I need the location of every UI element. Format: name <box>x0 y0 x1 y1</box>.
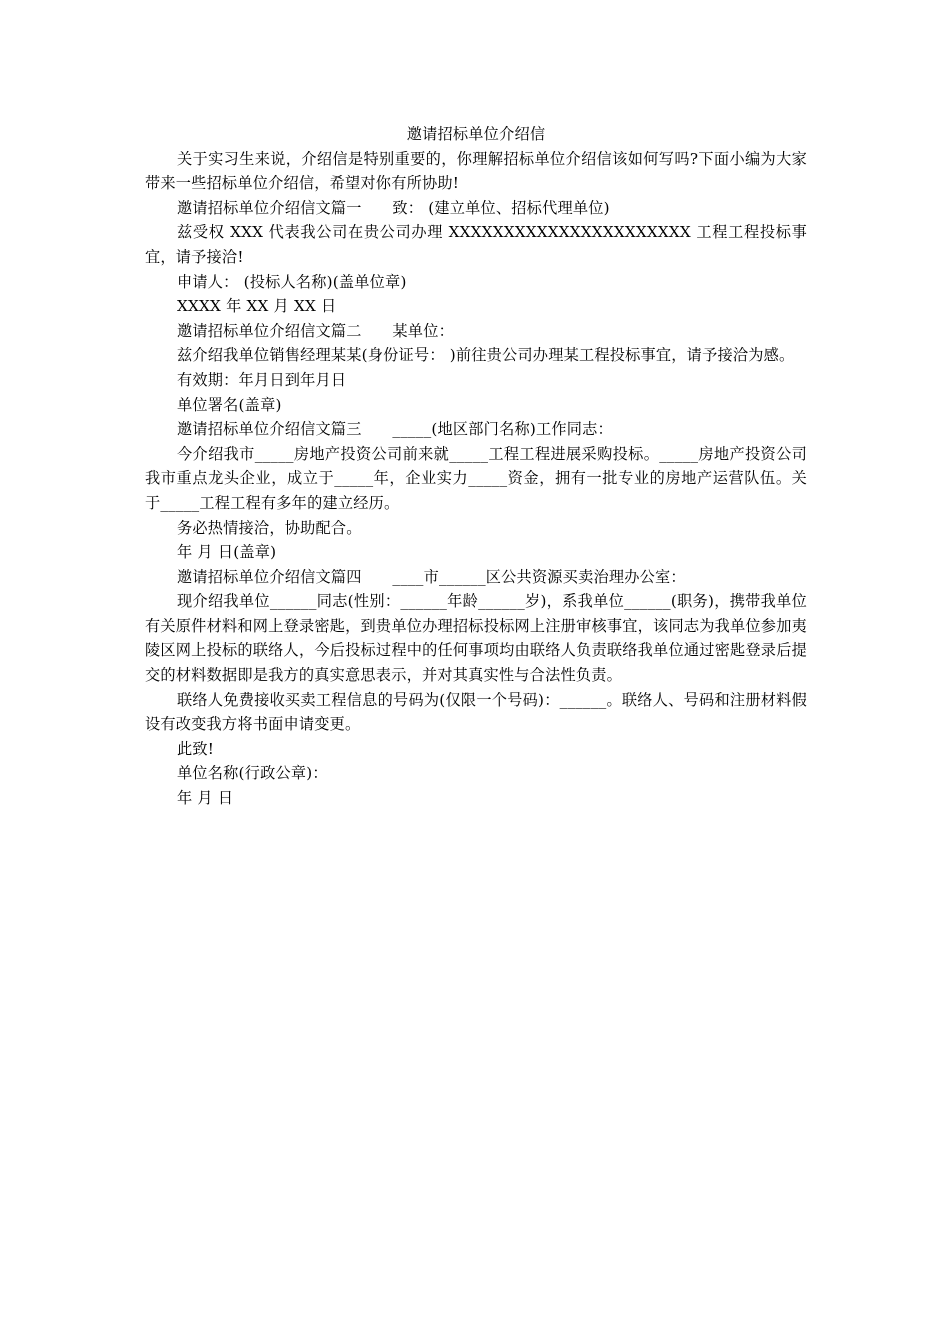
document-page <box>145 122 807 811</box>
letter-two-heading: 邀请招标单位介绍信文篇二 某单位： <box>177 321 454 340</box>
letter-four-salutation: 此致! <box>177 739 215 758</box>
letter-two-body: 兹介绍我单位销售经理某某(身份证号： )前往贵公司办理某工程投标事宜，请予接洽为感。 <box>177 346 795 365</box>
letter-one-date: XXXX 年 XX 月 XX 日 <box>177 297 337 316</box>
letter-four-date: 年 月 日 <box>177 789 234 808</box>
intro-paragraph: 关于实习生来说，介绍信是特别重要的，你理解招标单位介绍信该如何写吗?下面小编为大家带来一些招标单位介绍信，希望对你有所协助! <box>145 149 807 193</box>
letter-two-signature: 单位署名(盖章) <box>177 395 282 414</box>
letter-three-heading: 邀请招标单位介绍信文篇三 _____(地区部门名称)工作同志： <box>177 420 613 439</box>
letter-two-validity: 有效期：年月日到年月日 <box>177 370 347 389</box>
document-title: 邀请招标单位介绍信 <box>406 125 546 143</box>
letter-four-body: 现介绍我单位______同志(性别：______年龄______岁)，系我单位______(职务)，携带我单位有关原件材料和网上登录密匙，到贵单位办理招标投标网上注册审核事宜，该同志为我单位参加夷陵区网上投标的联络人，今后投标过程中的任何事项均由联络人负责联络我单位通过密匙登录后提交的材料数据即是我方的真实意思表示，并对其真实性与合法性负责。 <box>145 592 807 685</box>
letter-four-unit-name: 单位名称(行政公章)： <box>177 764 328 783</box>
letter-one-body: 兹受权 XXX 代表我公司在贵公司办理 XXXXXXXXXXXXXXXXXXXXXX 工程工程投标事宜，请予接洽! <box>145 223 807 266</box>
letter-one-applicant: 申请人： (投标人名称)(盖单位章) <box>177 272 407 291</box>
letter-four-heading: 邀请招标单位介绍信文篇四 ____市______区公共资源买卖治理办公室： <box>177 567 686 586</box>
letter-three-closing: 务必热情接洽，协助配合。 <box>177 518 362 537</box>
letter-three-date: 年 月 日(盖章) <box>177 543 277 562</box>
letter-three-body: 今介绍我市_____房地产投资公司前来就_____工程工程进展采购投标。_____房地产投资公司我市重点龙头企业，成立于_____年，企业实力_____资金，拥有一批专业的房地产运营队伍。关于_____工程工程有多年的建立经历。 <box>145 444 807 512</box>
letter-one-heading: 邀请招标单位介绍信文篇一 致： (建立单位、招标代理单位) <box>177 198 610 217</box>
letter-four-contact: 联络人免费接收买卖工程信息的号码为(仅限一个号码)：______。联络人、号码和注册材料假设有改变我方将书面申请变更。 <box>145 690 807 734</box>
